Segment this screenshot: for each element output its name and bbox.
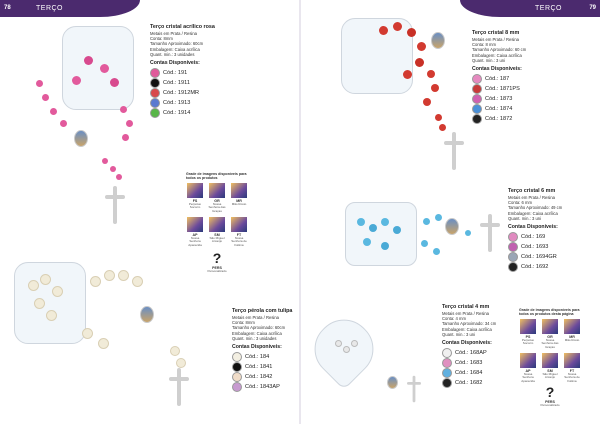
saint-image: [209, 217, 225, 232]
code-item: Cód.: 168AP: [442, 348, 518, 358]
saint-image: [520, 319, 536, 334]
code-item: Cód.: 1683: [442, 358, 518, 368]
bead-swatch: [508, 252, 518, 262]
saint-image: [187, 217, 203, 232]
code-item: Cód.: 1913: [150, 98, 238, 108]
product-info-red: [472, 30, 564, 124]
medal: [140, 306, 154, 323]
bead-swatch: [442, 358, 452, 368]
code-item: Cód.: 184: [232, 352, 298, 362]
bead-swatch: [150, 98, 160, 108]
product-detail: Tamanho Aproximado: 60cm: [232, 325, 286, 331]
product-detail: Tamanho Aproximado: 60cm: [150, 41, 204, 47]
code-item: Cód.: 1692: [508, 262, 598, 272]
acrylic-box: [341, 18, 413, 94]
codes-heading: Contas Disponíveis:: [472, 66, 522, 73]
product-detail: Embalagem: Caixa acrílica: [472, 52, 522, 58]
bead-swatch: [472, 84, 482, 94]
product-detail: Tamanho Aproximado: 60 cm: [472, 47, 527, 53]
image-option: AP Nossa Senhora Aparecida: [519, 353, 537, 383]
code-item: Cód.: 169: [508, 232, 598, 242]
code-item: Cód.: 1684: [442, 368, 518, 378]
acrylic-box: [345, 202, 417, 266]
product-info-pearl: [232, 308, 298, 392]
rosary-image-pearl: [6, 236, 206, 421]
product-detail: Metais em Prata / Resina: [508, 195, 556, 200]
page-right: [301, 0, 600, 424]
medal: [74, 130, 88, 147]
question-mark-icon: ?: [545, 384, 555, 401]
product-name: Terço cristal acrílico rosa: [150, 24, 215, 30]
image-grid-title: Grade de imagens disponíveis para todos os produtos: [186, 172, 247, 181]
code-item: Cód.: 191: [150, 68, 238, 78]
product-detail: Conta: 6 mm: [508, 200, 532, 206]
bead-swatch: [442, 348, 452, 358]
bead-swatch: [508, 242, 518, 252]
right-page-number: 79: [589, 5, 596, 11]
code-item: Cód.: 1682: [442, 378, 518, 388]
product-detail: Embalagem: Caixa acrílica: [232, 330, 282, 336]
custom-image-option: ? PERS Personalizado: [207, 250, 227, 274]
crucifix: [477, 214, 503, 252]
medal: [387, 376, 398, 389]
product-detail: Quant. min.: 3 unidades: [232, 335, 277, 341]
bead-swatch: [150, 88, 160, 98]
image-option: MR Mão Rosto: [563, 319, 581, 349]
bead-swatch: [472, 114, 482, 124]
right-page-title: TERÇO: [535, 5, 562, 12]
product-info-pink: [150, 24, 238, 118]
image-option: MR Mão Rosto: [230, 183, 248, 213]
page-left: [0, 0, 299, 424]
saint-image: [187, 183, 203, 198]
bead-swatch: [150, 68, 160, 78]
bead-swatch: [508, 232, 518, 242]
product-name: Terço cristal 6 mm: [508, 188, 556, 194]
product-detail: Metais em Prata / Resina: [232, 315, 280, 320]
rosary-image-4mm: [307, 300, 427, 420]
bead-swatch: [150, 108, 160, 118]
product-detail: Tamanho Aproximado: 49 cm: [508, 205, 563, 211]
bead-swatch: [232, 352, 242, 362]
image-option: PS Perpétuo Socorro: [519, 319, 537, 349]
image-option: GR Nossa Senhora das Graças: [208, 183, 226, 213]
code-item: Cód.: 1694GR: [508, 252, 598, 262]
product-detail: Embalagem: Caixa acrílica: [442, 326, 492, 332]
left-page-title: TERÇO: [36, 5, 63, 12]
product-detail: Conta: 8mm: [150, 36, 173, 42]
bead-swatch: [232, 382, 242, 392]
saint-image: [520, 353, 536, 368]
question-mark-icon: ?: [212, 250, 222, 267]
code-item: Cód.: 1914: [150, 108, 238, 118]
acrylic-box: [62, 26, 134, 110]
image-option: FT Nossa Senhora de Fátima: [230, 217, 248, 247]
bead-swatch: [442, 378, 452, 388]
right-page-header: [460, 0, 600, 17]
image-option: FS Perpétuo Socorro: [186, 183, 204, 213]
bead-swatch: [232, 362, 242, 372]
product-info-blue: [508, 188, 598, 272]
product-detail: Quant. min.: 3 uni: [442, 331, 476, 337]
code-item: Cód.: 1873: [472, 94, 564, 104]
acrylic-box: [14, 262, 86, 344]
image-grid-right: [519, 308, 589, 408]
saint-image: [542, 319, 558, 334]
saint-image: [209, 183, 225, 198]
image-option: SM São Miguel Arcanjo: [208, 217, 226, 247]
saint-image: [231, 217, 247, 232]
code-item: Cód.: 1911: [150, 78, 238, 88]
codes-heading: Contas Disponíveis:: [508, 224, 558, 231]
code-item: Cód.: 1842: [232, 372, 298, 382]
bead-swatch: [472, 94, 482, 104]
left-page-header: [0, 0, 140, 17]
saint-image: [542, 353, 558, 368]
rosary-image-blue: [341, 188, 511, 288]
product-detail: Quant. min.: 3 unidades: [150, 51, 195, 57]
code-item: Cód.: 1872: [472, 114, 564, 124]
rosary-image-red: [331, 14, 481, 189]
product-detail: Quant. min.: 3 uni: [472, 57, 506, 63]
product-name: Terço pérola com tulipa: [232, 308, 293, 314]
crucifix: [166, 368, 192, 406]
product-name: Terço cristal 4 mm: [442, 304, 490, 310]
code-item: Cód.: 1843AP: [232, 382, 298, 392]
saint-image: [564, 353, 580, 368]
code-item: Cód.: 1841: [232, 362, 298, 372]
product-name: Terço cristal 8 mm: [472, 30, 520, 36]
product-detail: Tamanho Aproximado: 34 cm: [442, 321, 497, 327]
code-item: Cód.: 1871PS: [472, 84, 564, 94]
bead-swatch: [472, 74, 482, 84]
crucifix: [405, 376, 423, 403]
image-grid-title: Grade de imagens disponíveis para todos os produtos desta página: [519, 308, 580, 317]
crucifix: [102, 186, 128, 224]
left-page-number: 78: [4, 5, 11, 11]
image-option: GR Nossa Senhora das Graças: [541, 319, 559, 349]
crucifix: [441, 132, 467, 170]
custom-image-option: ? PERS Personalizado: [540, 384, 560, 408]
code-item: Cód.: 187: [472, 74, 564, 84]
bead-swatch: [232, 372, 242, 382]
bead-swatch: [508, 262, 518, 272]
bead-swatch: [150, 78, 160, 88]
medal: [431, 32, 445, 49]
product-detail: Quant. min.: 3 uni: [508, 215, 542, 221]
code-item: Cód.: 1693: [508, 242, 598, 252]
product-detail: Conta: 4 mm: [442, 316, 466, 322]
image-option: SM São Miguel Arcanjo: [541, 353, 559, 383]
product-detail: Metais em Prata / Resina: [472, 37, 520, 42]
saint-image: [231, 183, 247, 198]
product-detail: Metais em Prata / Resina: [150, 31, 198, 36]
product-detail: Embalagem: Caixa acrílica: [150, 46, 200, 52]
code-item: Cód.: 1912MR: [150, 88, 238, 98]
bead-swatch: [442, 368, 452, 378]
image-option: AP Nossa Senhora Aparecida: [186, 217, 204, 247]
product-detail: Conta: 8 mm: [472, 42, 496, 48]
rosary-image-pink: [22, 18, 154, 248]
medal: [445, 218, 459, 235]
product-detail: Embalagem: Caixa acrílica: [508, 210, 558, 216]
bead-swatch: [472, 104, 482, 114]
product-detail: Conta: 8mm: [232, 320, 255, 326]
codes-heading: Contas Disponíveis:: [232, 344, 282, 351]
saint-image: [564, 319, 580, 334]
product-detail: Metais em Prata / Resina: [442, 311, 490, 316]
codes-heading: Contas Disponíveis:: [442, 340, 492, 347]
product-info-4mm: [442, 304, 518, 388]
codes-heading: Contas Disponíveis:: [150, 60, 200, 67]
code-item: Cód.: 1874: [472, 104, 564, 114]
image-option: FT Nossa Senhora de Fátima: [563, 353, 581, 383]
